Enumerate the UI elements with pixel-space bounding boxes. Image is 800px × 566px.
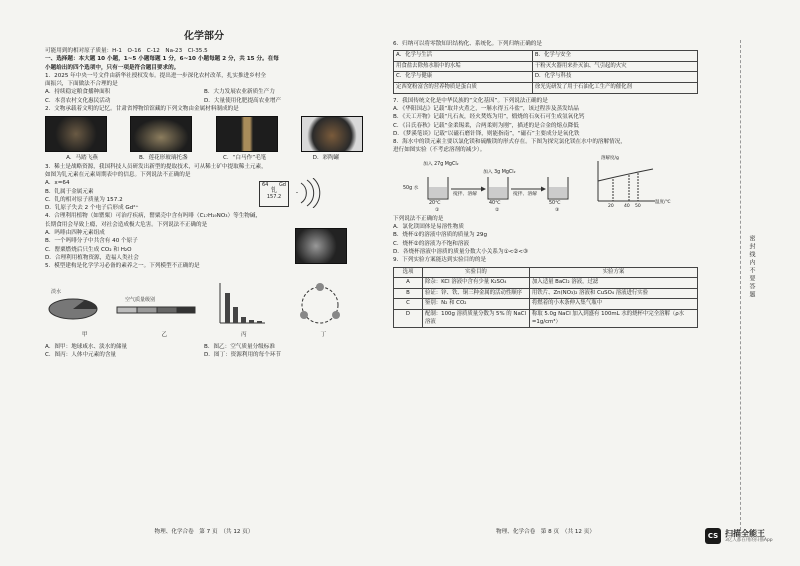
section-heading: 一、选择题：本大题 10 小题，1~5 小题每题 1 分，6~10 小题每题 2 分，共 15 分。在每 xyxy=(45,56,279,63)
q6-cell: 定西宽粉富含的营养物质是蛋白质 xyxy=(394,83,533,94)
q2-stem: 2．文物承载着文明的记忆。甘肃省博物馆馆藏的下列文物由金属材料制成的是 xyxy=(45,106,239,113)
graph-xlabel: 温度/℃ xyxy=(655,199,671,205)
q9-header: 实验目的 xyxy=(423,267,530,278)
seal-line-note: 密封线内不要答题 xyxy=(748,235,755,299)
seal-line xyxy=(740,40,741,530)
q8-stem-cont: 进行如图实验（不考虑溶剂的减少）。 xyxy=(393,147,486,154)
question-8 xyxy=(393,138,698,256)
q9-stem: 9．下列实验方案能达到实验目的的是 xyxy=(393,257,487,264)
q6-cell: 用食盐去除热水瓶中的水垢 xyxy=(394,61,533,72)
q2-option-d: D．彩陶罐 xyxy=(312,155,340,162)
q9-cell: 用铁片、Zn(NO₃)₂ 溶液和 CuSO₄ 溶液进行实验 xyxy=(529,288,697,299)
q9-cell: 除杂：KCl 溶液中含有少量 K₂SO₄ xyxy=(423,278,530,289)
q5-figures xyxy=(45,273,363,341)
svg-text:空气质量级别: 空气质量级别 xyxy=(125,296,156,303)
q3-option-c: C．钆的相对原子质量为 157.2 xyxy=(45,196,123,203)
poppy-photo xyxy=(295,228,347,264)
label-stir-1: 搅拌、溶解 xyxy=(453,191,477,197)
q1-stem: 1．2025 年中央一号文件由新华社授权发布。提出进一步深化农村改革，扎实推进乡村全 xyxy=(45,72,266,79)
q9-header: 实验方案 xyxy=(529,267,697,278)
q8-option-b: B．烧杯①的溶液中溶质的质量为 29g xyxy=(393,232,488,239)
fig-label-bing: 丙 xyxy=(240,331,247,338)
q4-stem: 4．合理利用植物（如罂粟）可治疗疾病，罂粟壳中含有吗啡（C₁₇H₁₉NO₃）等生物碱， xyxy=(45,213,262,220)
q5-option-a: A．图甲：地球咸水、淡水的储量 xyxy=(45,343,128,350)
brush-photo xyxy=(216,116,278,152)
q7-option-d: D．《梦溪笔谈》记载“以磁石磨针锋，则能指南”，“磁石”主要成分是氧化铁 xyxy=(393,130,580,137)
q7-option-a: A．《华阳国志》记载“取井火煮之，一斛水得五斗盐”，该过程涉及蒸发结晶 xyxy=(393,105,579,112)
q9-cell: A xyxy=(394,278,423,289)
temp-2: 40℃ xyxy=(489,200,501,206)
q8-stem: 8．海水中的镁元素主要以氯化镁和硫酸镁的形式存在。下图为探究氯化镁在水中的溶解情况， xyxy=(393,139,626,146)
q6-cell: C．化学与健康 xyxy=(394,72,533,83)
q4-option-d: D．合理利用植物资源，造福人类社会 xyxy=(45,254,139,261)
fig-label-ding: 丁 xyxy=(320,331,327,338)
label-add-27g: 加入 27g MgCl₂ xyxy=(423,161,459,167)
graph-tick-50: 50 xyxy=(635,203,641,209)
q6-cell: D．化学与科技 xyxy=(532,72,697,83)
q4-option-b: B．一个吗啡分子中共含有 40 个原子 xyxy=(45,238,138,245)
element-symbol: Gd xyxy=(278,181,286,188)
graph-ylabel: 溶解度/g xyxy=(601,155,619,161)
svg-text:淡水: 淡水 xyxy=(51,288,62,295)
q7-option-c: C．《吕氏春秋》记载“金柔锡柔，合两柔则为刚”，描述的是合金的熔点降低 xyxy=(393,122,579,129)
question-2 xyxy=(45,105,363,163)
label-water: 50g 水 xyxy=(403,185,419,191)
q5-option-d: D．图丁：资源利用的每个环节 xyxy=(204,351,282,358)
question-9 xyxy=(393,256,698,328)
q6-table xyxy=(393,50,698,93)
q4-stem-cont: 长期食用会导致上瘾，对社会造成极大危害。下列说法不正确的是 xyxy=(45,221,208,228)
beaker-label-3: ③ xyxy=(555,207,560,213)
q7-stem: 7．我国传统文化是中华民族的“文化基因”。下列说法正确的是 xyxy=(393,97,548,104)
q6-cell: 干粉灭火器用来扑灭油、气引起的火灾 xyxy=(532,61,697,72)
question-1 xyxy=(45,72,363,105)
beaker-label-2: ② xyxy=(495,207,500,213)
page-7 xyxy=(45,0,363,566)
q6-cell: 徐光宪研发了用于石油化工生产的催化剂 xyxy=(532,83,697,94)
q3-option-d: D．钆原子失去 2 个电子后形成 Gd²⁺ xyxy=(45,205,139,212)
graph-tick-20: 20 xyxy=(608,203,614,209)
question-7 xyxy=(393,97,698,138)
fig-label-jia: 甲 xyxy=(81,331,88,338)
q9-cell: 将燃着的小木条伸入集气瓶中 xyxy=(529,299,697,310)
section-heading-cont: 小题给出的四个选项中，只有一项是符合题目要求的。 xyxy=(45,64,180,71)
signal-waves-icon xyxy=(293,178,333,208)
q6-stem: 6．归纳可以将零散知识结构化、系统化。下列归纳正确的是 xyxy=(393,41,542,47)
q8-option-a: A．氯化镁固体是易溶性物质 xyxy=(393,224,464,231)
glass-cup-photo xyxy=(130,116,192,152)
q5-stem: 5．模型建构是化学学习必备的素养之一。下列模型不正确的是 xyxy=(45,263,200,270)
question-3 xyxy=(45,163,363,213)
watermark-tagline: 3亿人都在用的扫描App xyxy=(725,537,773,543)
pottery-jar-photo xyxy=(301,116,363,152)
element-cell-gd xyxy=(259,181,289,207)
page-footer: 物理、化学合卷 第 8 页 （共 12 页） xyxy=(496,529,595,535)
q9-cell: C xyxy=(394,299,423,310)
bronze-horse-photo xyxy=(45,116,107,152)
label-add-3g: 加入 3g MgCl₂ xyxy=(483,169,516,175)
q1-stem-cont: 面振兴，下面做法不合理的是 xyxy=(45,81,118,88)
q1-option-c: C．本喜农村文化惠民活动 xyxy=(45,97,111,104)
label-stir-2: 搅拌、溶解 xyxy=(513,191,537,197)
q2-option-b: B．莲花形玻璃托盏 xyxy=(139,155,188,162)
q9-cell: 配制：100g 溶质质量分数为 5% 的 NaCl 溶液 xyxy=(423,309,530,327)
q5-option-b: B．图乙：空气质量分级标准 xyxy=(204,343,275,350)
q1-option-b: B．大力发展农业新质生产力 xyxy=(204,89,275,96)
q5-option-c: C．图丙：人体中元素的含量 xyxy=(45,351,117,358)
q4-option-c: C．罂粟燃烧后只生成 CO₂ 和 H₂O xyxy=(45,246,132,253)
page-8 xyxy=(393,0,698,566)
q3-option-b: B．钆属于金属元素 xyxy=(45,188,94,195)
element-name: 钆 xyxy=(270,186,277,194)
q4-option-a: A．吗啡由四种元素组成 xyxy=(45,230,105,237)
atomic-mass-note: 可能用到的相对原子质量：H-1 O-16 C-12 Na-23 Cl-35.5 xyxy=(45,48,208,54)
q8-diagram xyxy=(393,155,698,215)
q9-cell: D xyxy=(394,309,423,327)
question-4 xyxy=(45,212,363,262)
q9-cell: 加入适量 BaCl₂ 溶液，过滤 xyxy=(529,278,697,289)
q9-cell: 称取 5.0g NaCl 加入到盛有 100mL 水的烧杯中完全溶解（ρ水=1g/cm³） xyxy=(529,309,697,327)
question-6 xyxy=(393,40,698,94)
q3-option-a: A．x=64 xyxy=(45,180,70,187)
q9-header: 选项 xyxy=(394,267,423,278)
q8-intro: 下列说法不正确的是 xyxy=(393,215,444,222)
page-footer: 物理、化学合卷 第 7 页 （共 12 页） xyxy=(154,529,254,535)
camscanner-logo-icon: CS xyxy=(705,528,721,544)
page-title: 化学部分 xyxy=(184,31,224,42)
q6-cell: B．化学与安全 xyxy=(532,51,697,62)
scanner-watermark xyxy=(705,528,773,544)
fig-label-yi: 乙 xyxy=(161,331,168,338)
atomic-mass: 157.2 xyxy=(266,193,282,200)
temp-3: 50℃ xyxy=(549,200,561,206)
watermark-name: 扫描全能王 xyxy=(725,528,765,538)
atomic-number: 64 xyxy=(262,181,269,188)
graph-tick-40: 40 xyxy=(624,203,630,209)
q1-option-a: A．持续稳定粮食播种面积 xyxy=(45,89,111,96)
q1-option-d: D．大量使用化肥提高农业增产 xyxy=(204,97,282,104)
q8-option-d: D．各烧杯溶液中溶质的质量分数大小关系为①<②<③ xyxy=(393,248,529,255)
q3-stem: 3．稀土是战略资源，我国科技人员研发出新型的提取技术，可从稀土矿中提取稀土元素， xyxy=(45,163,267,170)
q3-stem-cont: 如图为钆元素在元素周期表中的信息。下列说法不正确的是 xyxy=(45,171,191,178)
beaker-label-1: ① xyxy=(435,207,440,213)
q6-cell: A．化学与生活 xyxy=(394,51,533,62)
q9-cell: 验证：锌、铁、铜三种金属的活动性顺序 xyxy=(423,288,530,299)
q7-option-b: B．《天工开物》记载“凡石灰，经火焚炼为用”，煅烧的石灰石可生成氢氧化钙 xyxy=(393,114,585,121)
q2-option-a: A．马踏飞燕 xyxy=(66,155,98,162)
question-5 xyxy=(45,262,363,359)
q2-option-c: C．“白马作”毛笔 xyxy=(223,155,267,162)
q8-option-c: C．烧杯②的溶液为不饱和溶液 xyxy=(393,240,470,247)
q9-table xyxy=(393,267,698,329)
q9-cell: 鉴别：N₂ 和 CO₂ xyxy=(423,299,530,310)
temp-1: 20℃ xyxy=(429,200,441,206)
q9-cell: B xyxy=(394,288,423,299)
